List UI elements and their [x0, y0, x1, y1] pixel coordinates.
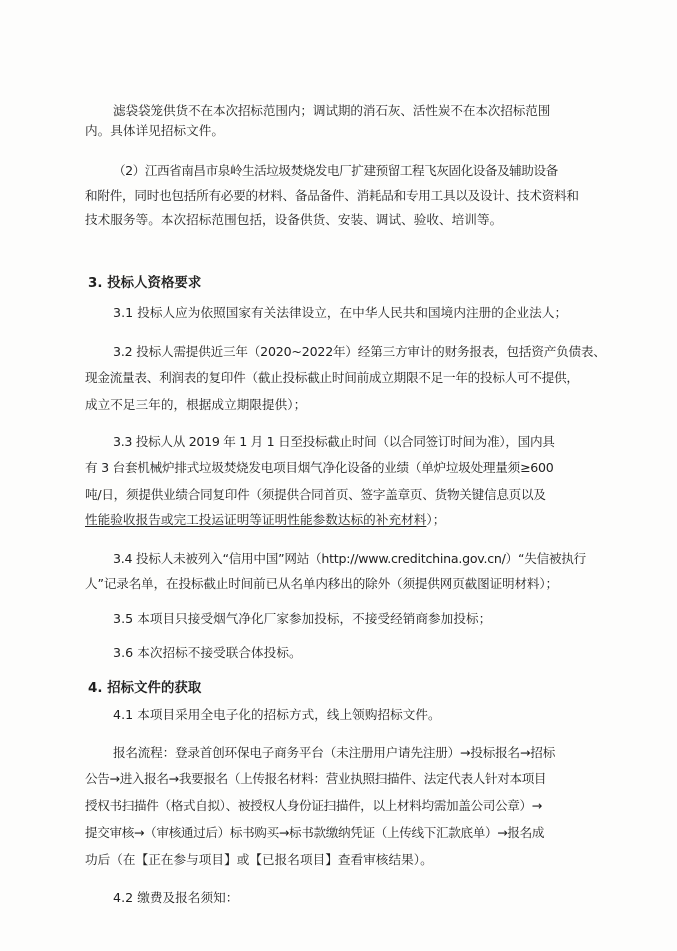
paragraph-line: 3.6 本次招标不接受联合体投标。: [113, 645, 302, 660]
paragraph-line: （2）江西省南昌市泉岭生活垃圾焚烧发电厂扩建预留工程飞灰固化设备及辅助设备: [113, 163, 558, 178]
line-tail: ）；: [426, 512, 446, 527]
section-heading: 4. 招标文件的获取: [88, 681, 202, 696]
paragraph-line: 人”记录名单，在投标截止时间前已从名单内移出的除外（须提供网页截图证明材料）；: [85, 576, 558, 591]
paragraph-line: 4.2 缴费及报名须知：: [113, 890, 239, 905]
paragraph-line: 吨/日，须提供业绩合同复印件（须提供合同首页、签字盖章页、货物关键信息页以及: [85, 487, 546, 502]
paragraph-line: 内。具体详见招标文件。: [85, 123, 225, 138]
paragraph-line: 现金流量表、利润表的复印件（截止投标截止时间前成立期限不足一年的投标人可不提供，: [85, 370, 579, 385]
paragraph-line: 3.3 投标人从 2019 年 1 月 1 日至投标截止时间（以合同签订时间为准），国内具: [113, 434, 555, 449]
paragraph-line: 3.4 投标人未被列入“信用中国”网站（http://www.creditchina.gov.cn/）“失信被执行: [113, 551, 586, 566]
paragraph-line: 功后（在【正在参与项目】或【已报名项目】查看审核结果）。: [85, 852, 433, 867]
paragraph-line: 提交审核→（审核通过后）标书购买→标书款缴纳凭证（上传线下汇款底单）→报名成: [85, 825, 545, 840]
paragraph-line: 有 3 台套机械炉排式垃圾焚烧发电项目烟气净化设备的业绩（单炉垃圾处理量须≥600: [85, 460, 554, 475]
section-heading: 3. 投标人资格要求: [88, 276, 202, 291]
paragraph-line: [85, 509, 445, 528]
paragraph-line: 3.5 本项目只接受烟气净化厂家参加投标，不接受经销商参加投标；: [113, 611, 492, 626]
paragraph-line: 4.1 本项目采用全电子化的招标方式，线上领购招标文件。: [113, 707, 441, 722]
paragraph-line: 滤袋袋笼供货不在本次招标范围内；调试期的消石灰、活性炭不在本次招标范围: [113, 103, 551, 118]
paragraph-line: 3.2 投标人需提供近三年（2020~2022年）经第三方审计的财务报表，包括资产负债表、: [113, 344, 606, 359]
paragraph-line: 3.1 投标人应为依照国家有关法律设立，在中华人民共和国境内注册的企业法人；: [113, 305, 568, 320]
paragraph-line: 和附件，同时也包括所有必要的材料、备品备件、消耗品和专用工具以及设计、技术资料和: [85, 188, 579, 203]
paragraph-line: 成立不足三年的，根据成立期限提供）；: [85, 397, 307, 412]
paragraph-line: 报名流程：登录首创环保电子商务平台（未注册用户请先注册）→投标报名→招标: [113, 745, 556, 760]
paragraph-line: 公告→进入报名→我要报名（上传报名材料：营业执照扫描件、法定代表人针对本项目: [85, 771, 547, 786]
underlined-requirement: 性能验收报告或完工投运证明等证明性能参数达标的补充材料: [85, 512, 427, 527]
paragraph-line: 授权书扫描件（格式自拟）、被授权人身份证扫描件，以上材料均需加盖公司公章）→: [85, 798, 542, 813]
paragraph-line: 技术服务等。本次招标范围包括，设备供货、安装、调试、验收、培训等。: [85, 212, 503, 227]
